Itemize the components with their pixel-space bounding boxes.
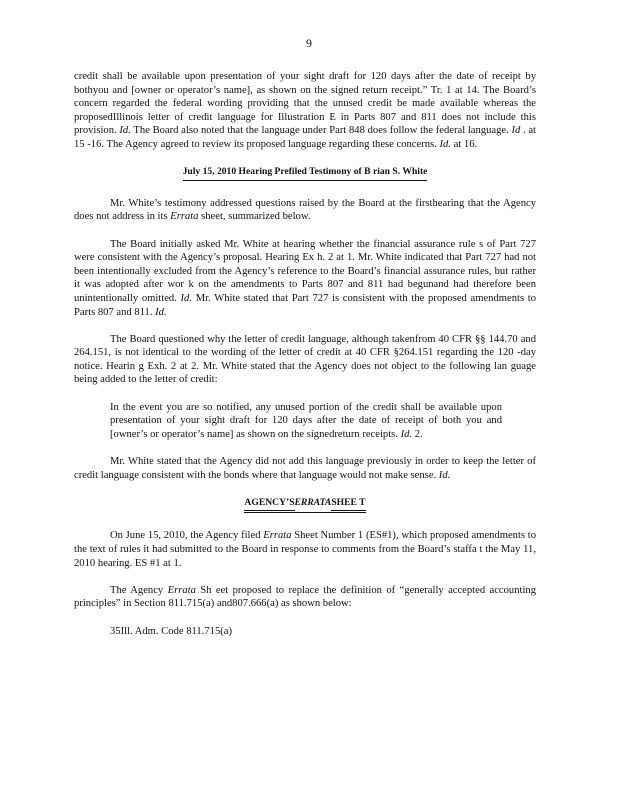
paragraph-part-727: The Board initially asked Mr. White at hearing whether the financial assurance rule s of Part 727 were consistent with the Agency’s proposal. Hearing Ex h. 2 at 1. Mr. White indicated that Part 727 had not been intentionally excluded from the Agency’s reference to the Board’s financial assurance rules, but rather it was adopted after wor k on the amendments to Parts 807 and 811 had begunand had therefore been unintentionally omitted. Id. Mr. White stated that Part 727 is consistent with the proposed amendments to Parts 807 and 811. Id. <box>74 238 536 318</box>
section-heading-errata-sheet: AGENCY’SERRATASHEE T <box>74 496 536 514</box>
paragraph-white-testimony-intro: Mr. White’s testimony addressed questions raised by the Board at the firsthearing that the Agency does not address in its Errata sheet, summarized below. <box>74 197 536 223</box>
page-number: 9 <box>306 36 312 50</box>
paragraph-language-consistency: Mr. White stated that the Agency did not add this language previously in order to keep the letter of credit language consistent with the bonds where that language would not make sense. Id. <box>74 456 536 481</box>
section-heading-white-testimony: July 15, 2010 Hearing Prefiled Testimony of B rian S. White <box>74 165 536 181</box>
code-citation: 35Ill. Adm. Code 811.715(a) <box>110 625 233 637</box>
paragraph-letter-of-credit-discussion: credit shall be available upon presentation of your sight draft for 120 days after the date of receipt by bothyou and [owner or operator’s name], as shown on the signed return receipt.” Tr. 1 at 14. The Board’s concern regarded the federal wording providing that the unused credit be made available whereas the proposedIllinois letter of credit language for Illustration E in Parts 807 and 811 does not include this provision. Id. The Board also noted that the language under Part 848 does follow the federal language. Id . at 15 -16. The Agency agreed to review its proposed language regarding these concerns. Id. at 16. <box>74 71 536 150</box>
paragraph-errata-filing: On June 15, 2010, the Agency filed Errata Sheet Number 1 (ES#1), which proposed amendments to the text of rules it had submitted to the Board in response to comments from the Board’s staffa t the May 11, 2010 hearing. ES #1 at 1. <box>74 530 537 569</box>
paragraph-120-day-notice: The Board questioned why the letter of credit language, although takenfrom 40 CFR §§ 144.70 and 264.151, is not identical to the wording of the letter of credit at 40 CFR §264.151 regarding the 120 -day notice. Hearin g Exh. 2 at 2. Mr. White stated that the Agency does not object to the following lan guage being added to the letter of credit: <box>74 333 536 386</box>
block-quote-letter-of-credit: In the event you are so notified, any unused portion of the credit shall be available upon presentation of your sight draft for 120 days after the date of receipt of both you and [owner’s or operator’s name] as shown on the signedreturn receipts. Id. 2. <box>110 401 502 440</box>
document-body <box>74 70 536 652</box>
paragraph-gaap-definition: The Agency Errata Sh eet proposed to replace the definition of “generally accepted accounting principles” in Section 811.715(a) and807.666(a) as shown below: <box>74 584 536 610</box>
